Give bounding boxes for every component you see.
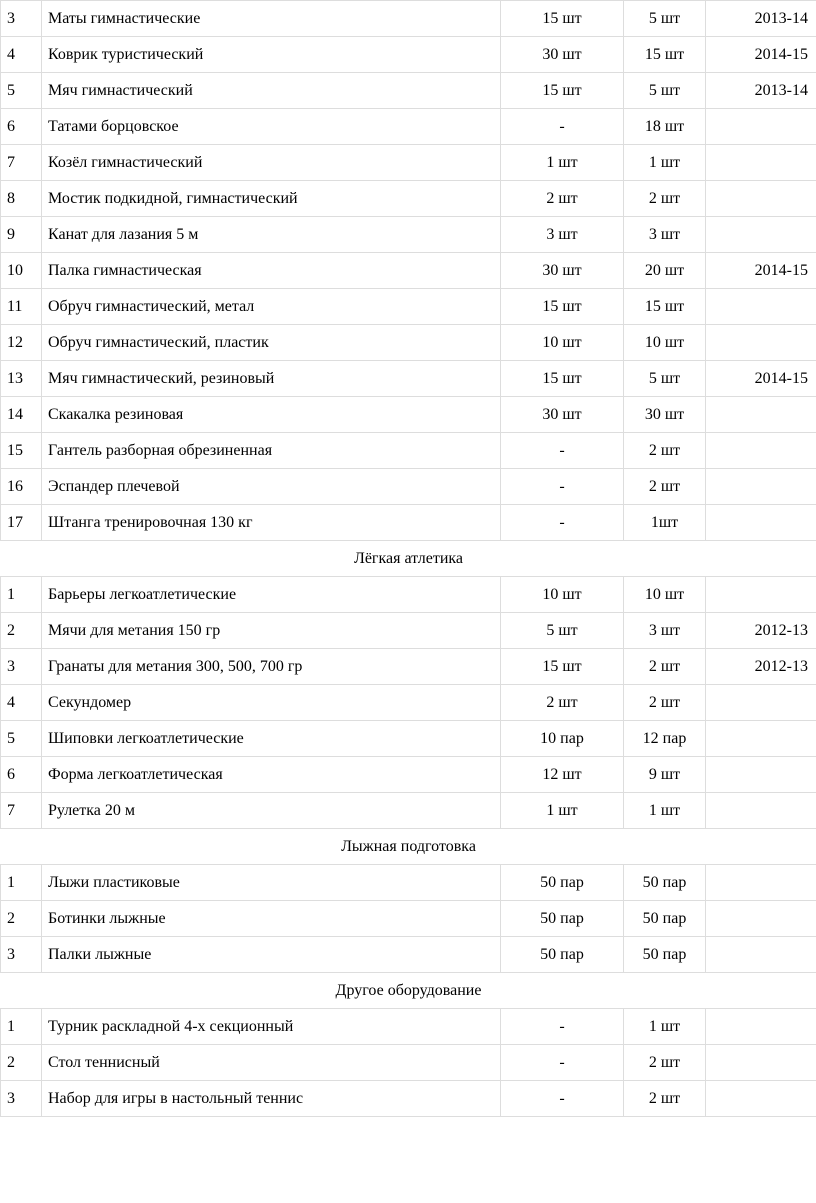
purchase-year	[706, 901, 816, 937]
purchase-year	[706, 793, 816, 829]
row-number: 4	[1, 685, 42, 721]
purchase-year	[706, 577, 816, 613]
quantity-available: 10 шт	[624, 577, 706, 613]
purchase-year	[706, 721, 816, 757]
item-name: Рулетка 20 м	[42, 793, 501, 829]
table-row	[1, 289, 816, 325]
section-title: Другое оборудование	[1, 973, 816, 1009]
quantity-available: 1 шт	[624, 793, 706, 829]
row-number: 11	[1, 289, 42, 325]
quantity-required: 50 пар	[501, 937, 624, 973]
quantity-required: 2 шт	[501, 181, 624, 217]
quantity-available: 20 шт	[624, 253, 706, 289]
section-header-row	[1, 973, 816, 1009]
quantity-required: 3 шт	[501, 217, 624, 253]
table-row	[1, 757, 816, 793]
purchase-year	[706, 109, 816, 145]
quantity-available: 1шт	[624, 505, 706, 541]
quantity-required: 50 пар	[501, 865, 624, 901]
quantity-required: 1 шт	[501, 145, 624, 181]
item-name: Ботинки лыжные	[42, 901, 501, 937]
row-number: 16	[1, 469, 42, 505]
purchase-year	[706, 325, 816, 361]
quantity-available: 5 шт	[624, 73, 706, 109]
table-row	[1, 397, 816, 433]
item-name: Мяч гимнастический	[42, 73, 501, 109]
item-name: Мячи для метания 150 гр	[42, 613, 501, 649]
item-name: Гантель разборная обрезиненная	[42, 433, 501, 469]
quantity-available: 5 шт	[624, 1, 706, 37]
row-number: 3	[1, 1081, 42, 1117]
quantity-required: -	[501, 469, 624, 505]
row-number: 13	[1, 361, 42, 397]
equipment-table-body	[1, 1, 816, 1117]
row-number: 1	[1, 865, 42, 901]
quantity-available: 18 шт	[624, 109, 706, 145]
quantity-available: 2 шт	[624, 1081, 706, 1117]
quantity-required: 15 шт	[501, 361, 624, 397]
item-name: Скакалка резиновая	[42, 397, 501, 433]
row-number: 14	[1, 397, 42, 433]
row-number: 2	[1, 613, 42, 649]
purchase-year: 2013-14	[706, 73, 816, 109]
purchase-year	[706, 181, 816, 217]
item-name: Гранаты для метания 300, 500, 700 гр	[42, 649, 501, 685]
quantity-available: 1 шт	[624, 1009, 706, 1045]
quantity-available: 2 шт	[624, 1045, 706, 1081]
quantity-available: 2 шт	[624, 469, 706, 505]
quantity-available: 2 шт	[624, 649, 706, 685]
quantity-required: 30 шт	[501, 253, 624, 289]
quantity-required: 15 шт	[501, 289, 624, 325]
quantity-required: 10 шт	[501, 325, 624, 361]
quantity-available: 2 шт	[624, 685, 706, 721]
table-row	[1, 505, 816, 541]
quantity-available: 50 пар	[624, 901, 706, 937]
quantity-required: 30 шт	[501, 397, 624, 433]
row-number: 6	[1, 757, 42, 793]
item-name: Обруч гимнастический, метал	[42, 289, 501, 325]
quantity-required: -	[501, 1045, 624, 1081]
quantity-required: 2 шт	[501, 685, 624, 721]
table-row	[1, 433, 816, 469]
table-row	[1, 793, 816, 829]
section-header-row	[1, 829, 816, 865]
purchase-year	[706, 1045, 816, 1081]
purchase-year	[706, 397, 816, 433]
item-name: Штанга тренировочная 130 кг	[42, 505, 501, 541]
item-name: Эспандер плечевой	[42, 469, 501, 505]
purchase-year	[706, 505, 816, 541]
item-name: Мяч гимнастический, резиновый	[42, 361, 501, 397]
purchase-year	[706, 757, 816, 793]
quantity-available: 10 шт	[624, 325, 706, 361]
quantity-required: 15 шт	[501, 1, 624, 37]
purchase-year: 2014-15	[706, 361, 816, 397]
purchase-year	[706, 469, 816, 505]
item-name: Козёл гимнастический	[42, 145, 501, 181]
item-name: Палка гимнастическая	[42, 253, 501, 289]
row-number: 17	[1, 505, 42, 541]
purchase-year: 2012-13	[706, 613, 816, 649]
purchase-year: 2012-13	[706, 649, 816, 685]
row-number: 8	[1, 181, 42, 217]
row-number: 9	[1, 217, 42, 253]
table-row	[1, 649, 816, 685]
quantity-required: 10 шт	[501, 577, 624, 613]
section-header-row	[1, 541, 816, 577]
table-row	[1, 469, 816, 505]
table-row	[1, 721, 816, 757]
table-row	[1, 109, 816, 145]
row-number: 3	[1, 937, 42, 973]
item-name: Маты гимнастические	[42, 1, 501, 37]
quantity-available: 1 шт	[624, 145, 706, 181]
item-name: Шиповки легкоатлетические	[42, 721, 501, 757]
purchase-year	[706, 433, 816, 469]
purchase-year	[706, 937, 816, 973]
row-number: 1	[1, 577, 42, 613]
row-number: 7	[1, 145, 42, 181]
table-row	[1, 253, 816, 289]
row-number: 15	[1, 433, 42, 469]
item-name: Секундомер	[42, 685, 501, 721]
table-row	[1, 1, 816, 37]
table-row	[1, 325, 816, 361]
purchase-year: 2014-15	[706, 253, 816, 289]
table-row	[1, 37, 816, 73]
quantity-required: -	[501, 505, 624, 541]
item-name: Татами борцовское	[42, 109, 501, 145]
quantity-required: 5 шт	[501, 613, 624, 649]
row-number: 10	[1, 253, 42, 289]
purchase-year	[706, 865, 816, 901]
purchase-year	[706, 289, 816, 325]
quantity-available: 2 шт	[624, 181, 706, 217]
quantity-available: 12 пар	[624, 721, 706, 757]
quantity-required: -	[501, 1081, 624, 1117]
table-row	[1, 1045, 816, 1081]
table-row	[1, 685, 816, 721]
table-row	[1, 145, 816, 181]
purchase-year: 2013-14	[706, 1, 816, 37]
quantity-available: 50 пар	[624, 937, 706, 973]
row-number: 6	[1, 109, 42, 145]
row-number: 4	[1, 37, 42, 73]
quantity-required: 30 шт	[501, 37, 624, 73]
item-name: Палки лыжные	[42, 937, 501, 973]
row-number: 2	[1, 1045, 42, 1081]
item-name: Барьеры легкоатлетические	[42, 577, 501, 613]
quantity-required: -	[501, 1009, 624, 1045]
quantity-required: 50 пар	[501, 901, 624, 937]
quantity-available: 15 шт	[624, 37, 706, 73]
row-number: 5	[1, 721, 42, 757]
quantity-required: 1 шт	[501, 793, 624, 829]
row-number: 1	[1, 1009, 42, 1045]
quantity-required: 10 пар	[501, 721, 624, 757]
table-row	[1, 181, 816, 217]
purchase-year: 2014-15	[706, 37, 816, 73]
table-row	[1, 865, 816, 901]
row-number: 12	[1, 325, 42, 361]
row-number: 7	[1, 793, 42, 829]
quantity-required: -	[501, 433, 624, 469]
table-row	[1, 1081, 816, 1117]
quantity-available: 9 шт	[624, 757, 706, 793]
item-name: Лыжи пластиковые	[42, 865, 501, 901]
item-name: Канат для лазания 5 м	[42, 217, 501, 253]
quantity-available: 30 шт	[624, 397, 706, 433]
table-row	[1, 361, 816, 397]
table-row	[1, 73, 816, 109]
item-name: Мостик подкидной, гимнастический	[42, 181, 501, 217]
row-number: 2	[1, 901, 42, 937]
section-title: Лёгкая атлетика	[1, 541, 816, 577]
purchase-year	[706, 145, 816, 181]
purchase-year	[706, 217, 816, 253]
quantity-available: 3 шт	[624, 217, 706, 253]
item-name: Турник раскладной 4-х секционный	[42, 1009, 501, 1045]
quantity-required: -	[501, 109, 624, 145]
quantity-available: 5 шт	[624, 361, 706, 397]
quantity-required: 12 шт	[501, 757, 624, 793]
item-name: Стол теннисный	[42, 1045, 501, 1081]
item-name: Набор для игры в настольный теннис	[42, 1081, 501, 1117]
quantity-available: 2 шт	[624, 433, 706, 469]
item-name: Обруч гимнастический, пластик	[42, 325, 501, 361]
quantity-available: 15 шт	[624, 289, 706, 325]
section-title: Лыжная подготовка	[1, 829, 816, 865]
item-name: Коврик туристический	[42, 37, 501, 73]
table-row	[1, 937, 816, 973]
table-row	[1, 1009, 816, 1045]
table-row	[1, 901, 816, 937]
quantity-required: 15 шт	[501, 649, 624, 685]
item-name: Форма легкоатлетическая	[42, 757, 501, 793]
table-row	[1, 613, 816, 649]
purchase-year	[706, 1009, 816, 1045]
row-number: 3	[1, 649, 42, 685]
table-row	[1, 577, 816, 613]
purchase-year	[706, 685, 816, 721]
quantity-available: 50 пар	[624, 865, 706, 901]
row-number: 3	[1, 1, 42, 37]
quantity-available: 3 шт	[624, 613, 706, 649]
quantity-required: 15 шт	[501, 73, 624, 109]
purchase-year	[706, 1081, 816, 1117]
row-number: 5	[1, 73, 42, 109]
table-row	[1, 217, 816, 253]
